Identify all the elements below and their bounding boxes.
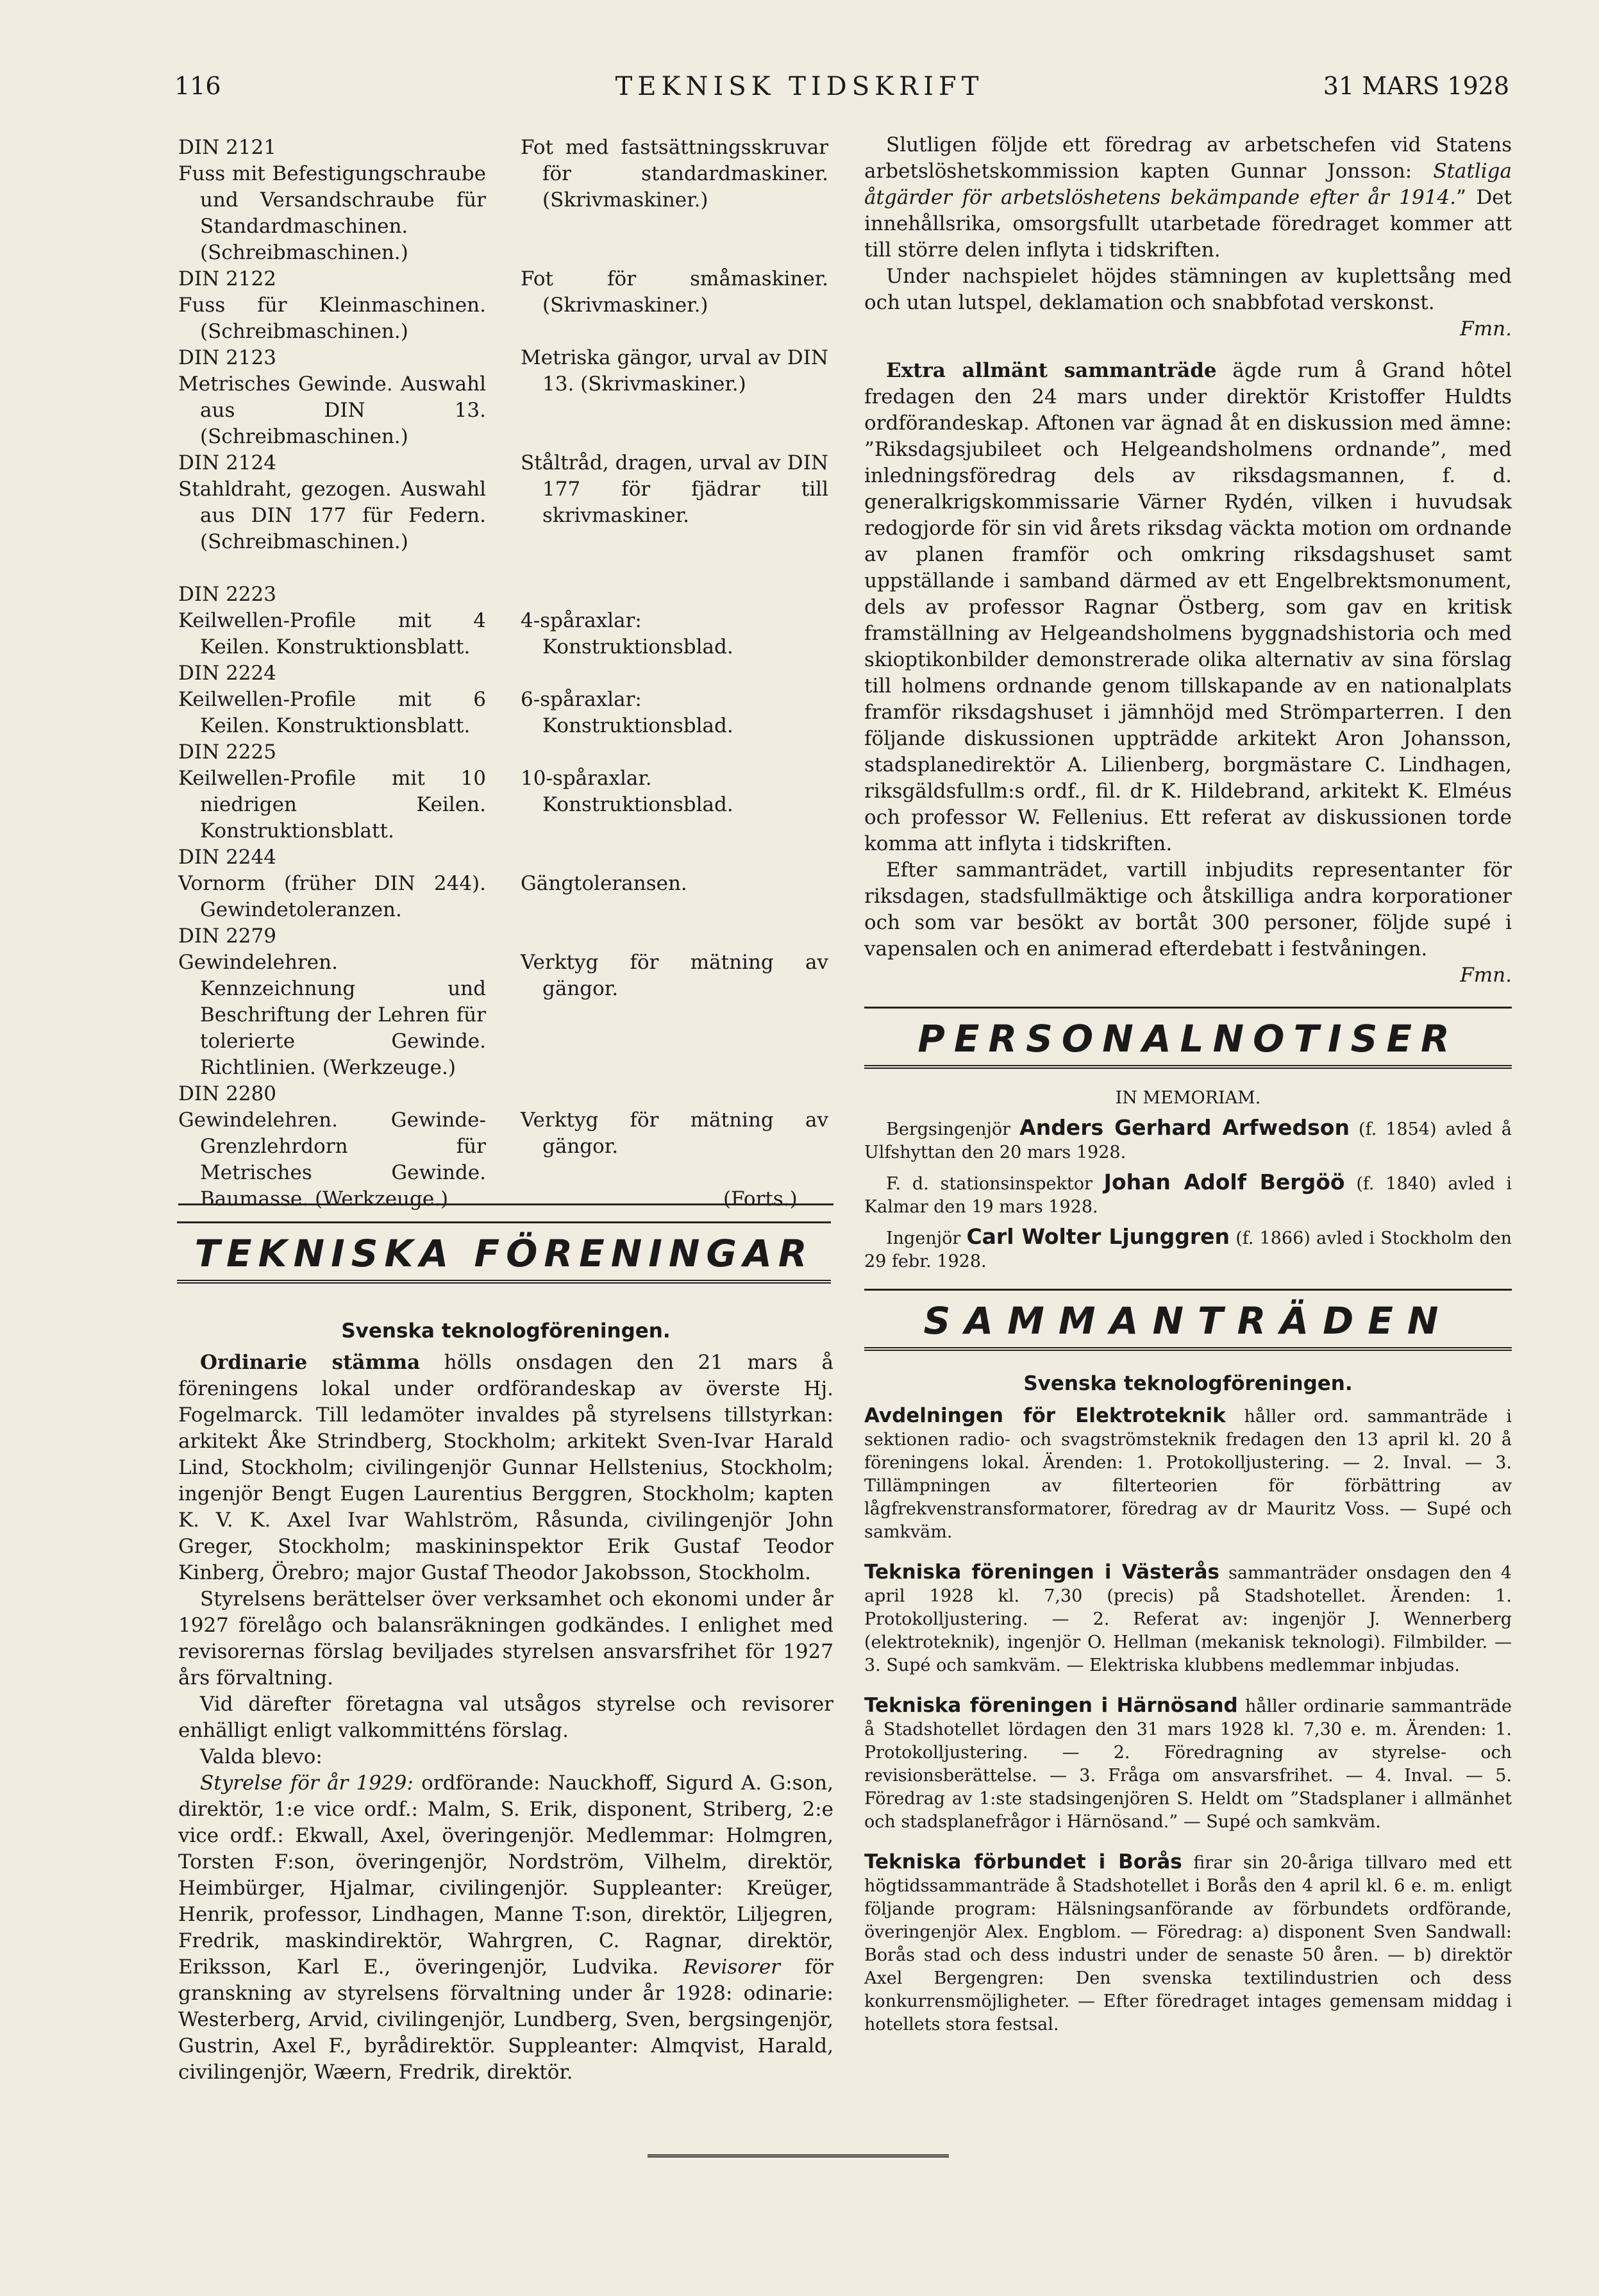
paragraph-text: hölls onsdagen den 21 mars å föreningens lokal under ordförandeskap av överste Hj. Fogelmarck. Till ledamöter invaldes på styrelsens tillstyrkan: arkitekt Åke Strindberg, Stockholm; arkitekt Sven-Ivar Harald Lind, Stockholm; civilingenjör Gunnar Hellstenius, Stockholm; ingenjör Bengt Eugen Laurentius Berggren, Stockholm; kapten K. V. K. Axel Ivar Wahlström, Råsunda, civilingenjör John Greger, Stockholm; maskininspektor Erik Gustaf Teodor Kinberg, Örebro; major Gustaf Theodor Jakobsson, Stockholm. [178, 1351, 833, 1584]
meeting-notice [864, 1404, 1512, 1544]
din-code: DIN 2121 [178, 136, 276, 159]
din-german-title: Gewindelehren. Kennzeichnung und Beschriftung der Lehren für tolerierte Gewinde. Richtlinien. (Werkzeuge.) [178, 951, 486, 1079]
paragraph: Styrelsens berättelser över verksamhet och ekonomi under år 1927 förelågo och balansräkningen godkändes. I enlighet med revisorernas förslag beviljades styrelsen ansvarsfrihet för 1927 års förvaltning. [178, 1588, 833, 1689]
din-swedish-title: Fot för småmaskiner. (Skrivmaskiner.) [521, 267, 828, 317]
continued-note: (Forts.) [723, 1187, 798, 1211]
obituary-entry [864, 1225, 1512, 1273]
journal-title: TEKNISK TIDSKRIFT [615, 72, 984, 101]
din-german-title: Vornorm (früher DIN 244). Gewindetoleranzen. [178, 872, 486, 921]
din-german-title: Fuss mit Befestigungschraube und Versandschraube für Standardmaschinen. (Schreibmaschinen.) [178, 162, 486, 264]
din-swedish-title: Ståltråd, dragen, urval av DIN 177 för fjädrar till skrivmaskiner. [521, 451, 828, 527]
din-code: DIN 2224 [178, 662, 276, 685]
meeting-organizer: Avdelningen för Elektroteknik [864, 1404, 1226, 1427]
lead-text: Styrelse för år 1929: [200, 1772, 414, 1795]
paragraph: Under nachspielet höjdes stämningen av kuplettsång med och utan lutspel, deklamation och snabbfotad verskonst. [864, 265, 1512, 314]
din-swedish-title: Metriska gängor, urval av DIN 13. (Skrivmaskiner.) [521, 346, 828, 396]
din-code: DIN 2280 [178, 1082, 276, 1105]
obituary-name: Johan Adolf Bergöö [1103, 1169, 1345, 1194]
society-heading: Svenska teknologföreningen. [1023, 1372, 1353, 1395]
din-german-title: Gewindelehren. Gewinde-Grenzlehrdorn für Metrisches Gewinde. Baumasse. (Werkzeuge.) [178, 1109, 486, 1211]
din-code: DIN 2225 [178, 741, 276, 764]
obituary-text: (f. 1840) avled i Kalmar den 19 mars 1928. [864, 1174, 1512, 1217]
din-swedish-title: Verktyg för mätning av gängor. [521, 1109, 828, 1158]
paragraph [178, 1350, 833, 1586]
signature: Fmn. [1460, 317, 1512, 340]
in-memoriam-heading: IN MEMORIAM. [1115, 1088, 1261, 1108]
din-german-column [178, 135, 486, 1212]
lead-text: Extra allmänt sammanträde [886, 359, 1217, 382]
personalnotiser-banner: PERSONALNOTISER [864, 1007, 1512, 1069]
obituary-title: Bergsingenjör [886, 1119, 1011, 1139]
sammantraden-banner: SAMMANTRÄDEN [864, 1289, 1512, 1351]
obituary-title: F. d. stationsinspektor [886, 1174, 1093, 1194]
din-code: DIN 2124 [178, 451, 276, 474]
meeting-notice [864, 1694, 1512, 1834]
obituary-entry [864, 1116, 1512, 1164]
din-code: DIN 2123 [178, 346, 276, 369]
din-swedish-title: Verktyg för mätning av gängor. [521, 951, 828, 1000]
meeting-text: håller ordinarie sammanträde å Stadshotellet lördagen den 31 mars 1928 kl. 7,30 e. m. Ärenden: 1. Protokolljustering. — 2. Föredragning av styrelse- och revisionsberättelse. — 3. Fråga om ansvarsfrihet. — 4. Inval. — 5. Föredrag av 1:ste stadsingenjören S. Heldt om ”Stadsplaner i allmänhet och stadsplanefrågor i Härnösand.” — Supé och samkväm. [864, 1697, 1512, 1832]
tekniska-foreningar-banner: TEKNISKA FÖRENINGAR [177, 1221, 831, 1284]
din-german-title: Keilwellen-Profile mit 4 Keilen. Konstruktionsblatt. [178, 609, 486, 658]
signature: Fmn. [1460, 964, 1512, 987]
din-german-title: Stahldraht, gezogen. Auswahl aus DIN 177 für Federn. (Schreibmaschinen.) [178, 478, 486, 553]
din-german-title: Keilwellen-Profile mit 6 Keilen. Konstruktionsblatt. [178, 688, 486, 737]
meeting-text: sammanträder onsdagen den 4 april 1928 kl. 7,30 (precis) på Stadshotellet. Ärenden: 1. Protokolljustering. — 2. Referat av: ingenjör J. Wennerberg (elektroteknik), ingenjör O. Hellman (mekanisk teknologi). Filmbilder. — 3. Supé och samkväm. — Elektriska klubbens medlemmar inbjudas. [864, 1563, 1512, 1675]
din-german-title: Keilwellen-Profile mit 10 niedrigen Keilen. Konstruktionsblatt. [178, 767, 486, 842]
obituary-name: Carl Wolter Ljunggren [966, 1224, 1230, 1249]
din-swedish-title: Gängtoleransen. [521, 872, 687, 895]
divider-rule [178, 1203, 833, 1205]
right-column-article [864, 132, 1512, 989]
paragraph: Efter sammanträdet, vartill inbjudits representanter för riksdagen, stadsfullmäktige och åtskilliga andra korporationer och som var besökt av bortåt 300 personer, följde supé i vapensalen och en animerad efterdebatt i festvåningen. [864, 859, 1512, 960]
obituary-text: (f. 1854) avled å Ulfshyttan den 20 mars 1928. [864, 1119, 1512, 1162]
din-swedish-title: 10-spåraxlar. Konstruktionsblad. [521, 767, 733, 816]
din-code: DIN 2223 [178, 583, 276, 606]
talk-title: Statliga åtgärder för arbetslöshetens bekämpande efter år 1914. [864, 160, 1512, 209]
din-swedish-title: 4-spåraxlar: Konstruktionsblad. [521, 609, 733, 658]
din-german-title: Metrisches Gewinde. Auswahl aus DIN 13. (Schreibmaschinen.) [178, 373, 486, 448]
meeting-organizer: Tekniska föreningen i Västerås [864, 1561, 1219, 1584]
paragraph [864, 358, 1512, 857]
obituary-name: Anders Gerhard Arfwedson [1019, 1115, 1350, 1140]
tekniska-foreningar-body [178, 1318, 833, 2086]
paragraph [864, 132, 1512, 264]
paragraph-text: för granskning av styrelsens förvaltning under år 1928: odinarie: Westerberg, Arvid, civilingenjör, Lundberg, Sven, bergsingenjör, Gustrin, Axel F., byrådirektör. Suppleanter: Almqvist, Harald, civilingenjör, Wæern, Fredrik, direktör. [178, 1956, 833, 2084]
din-german-title: Fuss für Kleinmaschinen. (Schreibmaschinen.) [178, 294, 486, 343]
paragraph-text: ägde rum å Grand hôtel fredagen den 24 mars under direktör Kristoffer Huldts ordförandeskap. Aftonen var ägnad åt en diskussion med ämne: ”Riksdagsjubileet och Helgeandsholmens ordnande”, med inledningsföredrag dels av riksdagsmannen, f. d. generalkrigskommissarie Värner Rydén, vilken i huvudsak redogjorde för sin vid årets riksdag väckta motion om ordnande av planen framför och omkring riksdagshuset samt uppställande i samband därmed av ett Engelbrektsmonument, dels av professor Ragnar Östberg, som gav en kritisk framställning av Helgeandsholmens byggnadshistoria och med skioptikonbilder demonstrerade olika alternativ av sina förslag till holmens ordnande genom tillskapande av en nationalplats framför riksdagshuset i jämnhöjd med Strömparterren. I den följande diskussionen uppträdde arkitekt Aron Johansson, stadsplanedirektör A. Lilienberg, borgmästare C. Lindhagen, riksgäldsfullm:s ordf., fil. dr K. Hildebrand, arkitekt K. Elméus och professor W. Fellenius. Ett referat av diskussionen torde komma att inflyta i tidskriften. [864, 359, 1512, 855]
obituary-entry [864, 1171, 1512, 1219]
paragraph: Vid därefter företagna val utsågos styrelse och revisorer enhälligt enligt valkommitténs förslag. [178, 1693, 833, 1742]
obituary-text: (f. 1866) avled i Stockholm den 29 febr. 1928. [864, 1228, 1512, 1271]
obituary-title: Ingenjör [886, 1228, 961, 1248]
end-rule [648, 2154, 949, 2158]
issue-date: 31 MARS 1928 [1323, 72, 1509, 100]
din-swedish-title: 6-spåraxlar: Konstruktionsblad. [521, 688, 733, 737]
din-code: DIN 2244 [178, 846, 276, 869]
meeting-organizer: Tekniska förbundet i Borås [864, 1850, 1182, 1873]
page-number: 116 [174, 72, 221, 100]
meeting-text: håller ord. sammanträde i sektionen radio- och svagströmsteknik fredagen den 13 april kl. 20 å föreningens lokal. Ärenden: 1. Protokolljustering. — 2. Inval. — 3. Tillämpningen av filterteorien för förbättring av lågfrekvenstransformatorer, föredrag av dr Mauritz Voss. — Supé och samkväm. [864, 1407, 1512, 1542]
din-code: DIN 2122 [178, 267, 276, 290]
meeting-text: firar sin 20-åriga tillvaro med ett högtidssammanträde å Stadshotellet i Borås den 4 april kl. 6 e. m. enligt följande program: Hälsningsanförande av förbundets ordförande, överingenjör Alex. Engblom. — Föredrag: a) disponent Sven Sandwall: Borås stad och dess industri under de senaste 50 åren. — b) direktör Axel Bergengren: Den svenska textilindustrien och dess konkurrensmöjligheter. — Efter föredraget intages gemensam middag i hotellets stora festsal. [864, 1853, 1512, 2034]
meeting-notice [864, 1561, 1512, 1677]
paragraph-text: Slutligen följde ett föredrag av arbetschefen vid Statens arbetslöshetskommission kapten Gunnar Jonsson: [864, 133, 1512, 183]
sammantraden-section [864, 1372, 1512, 2053]
paragraph-text: ordförande: Nauckhoff, Sigurd A. G:son, direktör, 1:e vice ordf.: Malm, S. Erik, disponent, Striberg, 2:e vice ordf.: Ekwall, Axel, överingenjör. Medlemmar: Holmgren, Torsten F:son, överingenjör, Nordström, Vilhelm, direktör, Heimbürger, Hjalmar, civilingenjör. Suppleanter: Kreüger, Henrik, professor, Lindhagen, Manne T:son, direktör, Liljegren, Fredrik, maskindirektör, Wahrgren, C. Ragnar, direktör, Eriksson, Karl E., överingenjör, Ludvika. [178, 1772, 833, 1979]
paragraph [178, 1770, 833, 2086]
in-memoriam-section [864, 1087, 1512, 1273]
lead-text: Ordinarie stämma [200, 1351, 421, 1374]
lead-text: Revisorer [683, 1956, 780, 1979]
paragraph: Valda blevo: [200, 1745, 322, 1768]
paragraph-text: ” Det innehållsrika, omsorgsfullt utarbetade föredraget kommer att till större delen inflyta i tidskriften. [864, 186, 1512, 262]
meeting-organizer: Tekniska föreningen i Härnösand [864, 1694, 1238, 1717]
din-swedish-title: Fot med fastsättningsskruvar för standardmaskiner. (Skrivmaskiner.) [521, 136, 828, 212]
society-heading: Svenska teknologföreningen. [341, 1320, 671, 1343]
meeting-notice [864, 1850, 1512, 2036]
din-swedish-column [521, 135, 828, 1212]
din-code: DIN 2279 [178, 925, 276, 948]
